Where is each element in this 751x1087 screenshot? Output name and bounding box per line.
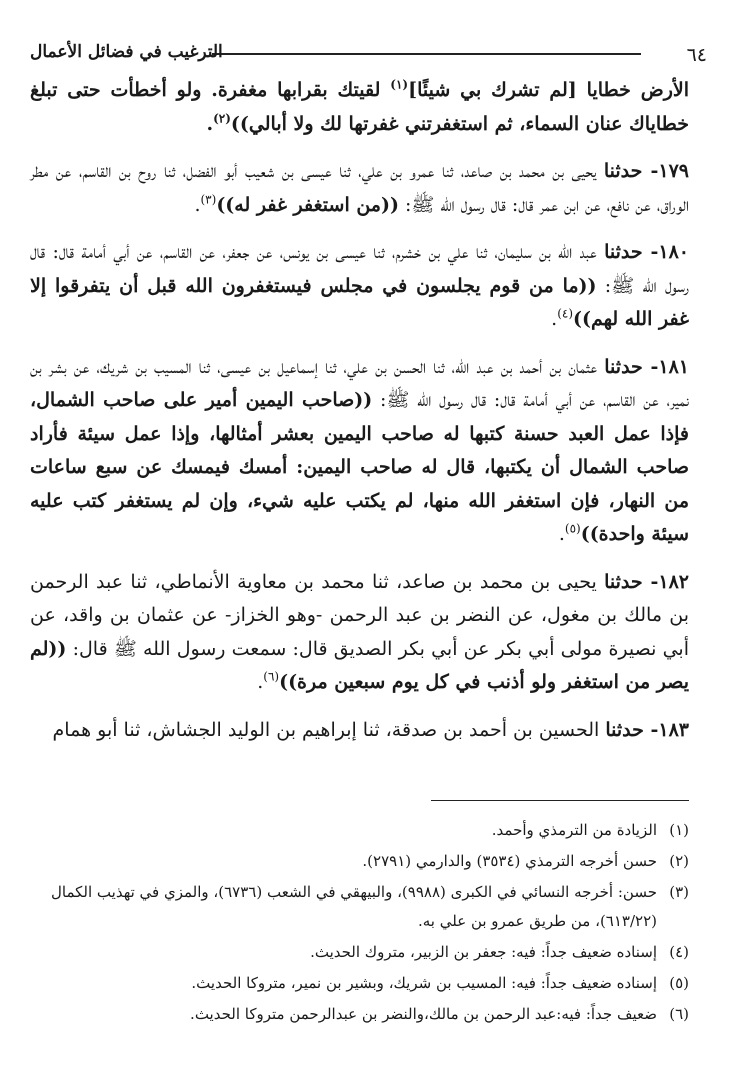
main-text — [30, 74, 689, 761]
hadith-number: ١٨٢- حدثنا — [604, 570, 690, 593]
footnote-1 — [30, 816, 689, 845]
page-number: ٦٤ — [686, 44, 707, 66]
hadith-182 — [30, 566, 689, 700]
hadith-183 — [30, 714, 689, 748]
footnote-number: (٢) — [669, 852, 689, 870]
paragraph-end: . — [194, 193, 201, 216]
footnote-marker: (٤) — [557, 306, 574, 321]
footnote-text: حسن: أخرجه النسائي في الكبرى (٩٩٨٨)، والبيهقي في الشعب (٦٧٣٦)، والمزي في تهذيب الكمال (٦١٣/٢٢)، من طريق عمرو بن علي به. — [50, 883, 657, 930]
hadith-number: ١٧٩- حدثنا — [603, 160, 690, 182]
footnote-number: (١) — [669, 821, 689, 839]
paragraph-text: . — [206, 112, 214, 135]
footnote-marker: (٦) — [263, 669, 280, 684]
isnad-text: عبد الله بن سليمان، ثنا علي بن خشرم، ثنا عيسى بن يونس، عن جعفر، عن القاسم، عن أبي أمامة قال: قال رسول الله ﷺ: — [30, 241, 689, 297]
paragraph-text: لقيتك بقرابها مغفرة. ولو أخطأت حتى تبلغ خطاياك عنان السماء، ثم استغفرتني غفرتها لك ولا أبالي)) — [30, 79, 689, 135]
hadith-181 — [30, 351, 689, 552]
footnote-4 — [30, 938, 689, 967]
isnad-text: يحيى بن محمد بن صاعد، ثنا عمرو بن علي، ثنا عيسى بن شعيب أبو الفضل، ثنا روح بن القاسم، عن مطر الوراق، عن نافع، عن ابن عمر قال: قال رسول الله ﷺ: — [30, 160, 689, 216]
footnote-5 — [30, 969, 689, 998]
footnote-2 — [30, 847, 689, 876]
footnote-3 — [30, 878, 689, 936]
book-title: الترغيب في فضائل الأعمال — [30, 42, 223, 62]
footnote-text: إسناده ضعيف جداً: فيه: جعفر بن الزبير، متروك الحديث. — [310, 943, 657, 961]
paragraph-end: . — [558, 523, 565, 545]
footnote-marker: (٢) — [213, 111, 231, 126]
footnote-marker: (١) — [390, 77, 409, 92]
paragraph-end: . — [257, 671, 264, 693]
header-rule — [212, 53, 641, 55]
isnad-text: الحسين بن أحمد بن صدقة، ثنا إبراهيم بن الوليد الجشاش، ثنا أبو همام — [52, 718, 606, 741]
footnotes — [30, 816, 689, 1031]
footnote-text: حسن أخرجه الترمذي (٣٥٣٤) والدارمي (٢٧٩١). — [362, 852, 657, 870]
hadith-180 — [30, 236, 689, 337]
footnote-marker: (٥) — [564, 521, 581, 536]
hadith-number: ١٨١- حدثنا — [604, 355, 689, 378]
isnad-text: يحيى بن محمد بن صاعد، ثنا محمد بن معاوية الأنماطي، ثنا عبد الرحمن بن مالك بن مغول، عن النضر بن عبد الرحمن -وهو الخزاز- عن عثمان بن واقد، عن أبي نصيرة مولى أبي بكر عن أبي بكر الصديق قال: سمعت رسول الله ﷺ قال: — [30, 570, 689, 660]
hadith-179 — [30, 155, 689, 222]
footnote-number: (٣) — [669, 883, 689, 901]
page-header — [30, 40, 721, 68]
footnote-number: (٥) — [669, 974, 689, 992]
paragraph-text: الأرض خطايا [لم تشرك بي شيئًا] — [408, 79, 689, 101]
footnote-marker: (٣) — [200, 192, 217, 207]
footnote-text: الزيادة من الترمذي وأحمد. — [491, 821, 657, 839]
footnote-text: ضعيف جداً: فيه:عبد الرحمن بن مالك،والنضر بن عبدالرحمن متروكا الحديث. — [190, 1005, 657, 1023]
hadith-number: ١٨٣- حدثنا — [605, 718, 689, 741]
hadith-matn: ((لم يصر من استغفر ولو أذنب في كل يوم سبعين مرة)) — [30, 637, 689, 693]
footnote-6 — [30, 1000, 689, 1029]
footnote-number: (٤) — [669, 943, 689, 961]
hadith-matn: ((ما من قوم يجلسون في مجلس فيستغفرون الله قبل أن يتفرقوا إلا غفر الله لهم)) — [30, 274, 689, 330]
isnad-text: عثمان بن أحمد بن عبد الله، ثنا الحسن بن علي، ثنا إسماعيل بن عيسى، ثنا المسيب بن شريك، عن بشر بن نمير، عن القاسم، عن أبي أمامة قال: قال رسول الله ﷺ: — [30, 355, 689, 411]
footnote-separator — [431, 800, 689, 801]
paragraph-end: . — [551, 308, 558, 330]
paragraph-continuation — [30, 74, 689, 141]
footnote-text: إسناده ضعيف جداً: فيه: المسيب بن شريك، وبشير بن نمير، متروكا الحديث. — [191, 974, 657, 992]
hadith-matn: ((من استغفر غفر له)) — [216, 193, 399, 216]
hadith-number: ١٨٠- حدثنا — [604, 241, 690, 263]
footnote-number: (٦) — [669, 1005, 689, 1023]
hadith-matn: ((صاحب اليمين أمير على صاحب الشمال، فإذا عمل العبد حسنة كتبها له صاحب اليمين بعشر أمثالها، وإذا عمل سيئة فأراد صاحب الشمال أن يكتبها، قال له صاحب اليمين: أمسك فيمسك عن سبع ساعات من النهار، فإن استغفر الله منها، لم يكتب عليه شيء، وإن لم يستغفر كتب عليه سيئة واحدة)) — [30, 389, 689, 545]
